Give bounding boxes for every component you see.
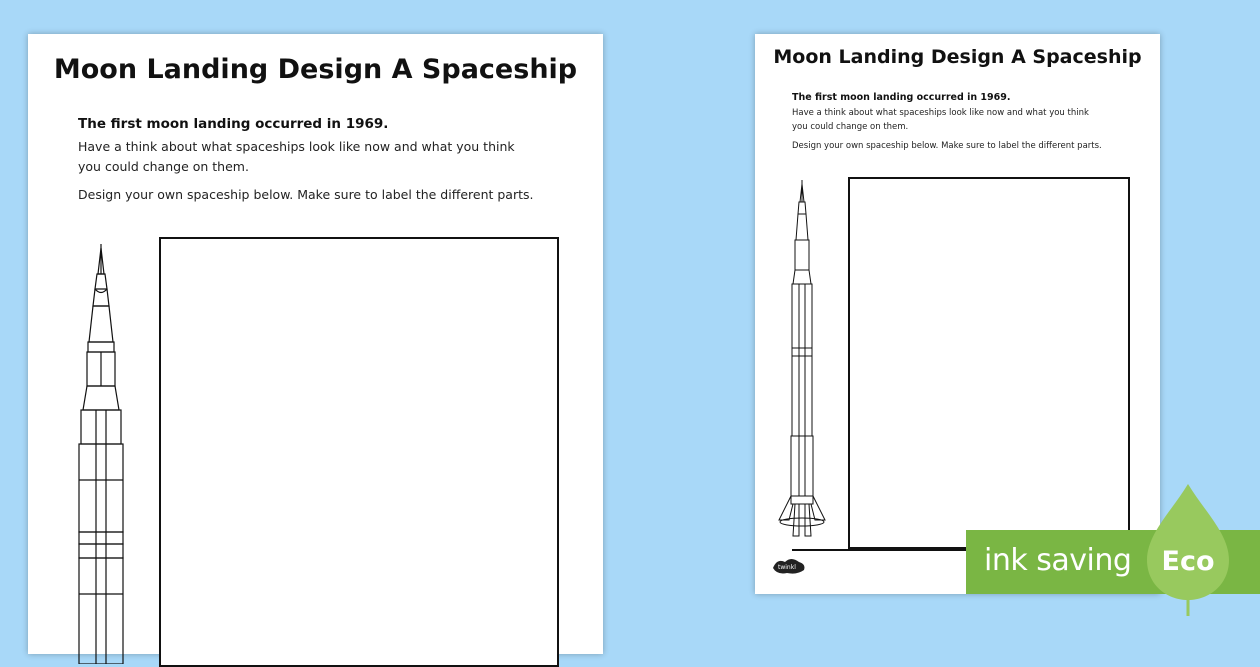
eco-leaf-icon [1145,482,1231,617]
worksheet-thumbnail-page [755,34,1160,594]
worksheet-title: Moon Landing Design A Spaceship [773,46,1142,68]
instruction-line-3: Design your own spaceship below. Make sure to label the different parts. [792,141,1102,151]
worksheet-preview-page [28,34,603,654]
worksheet-title: Moon Landing Design A Spaceship [53,54,578,85]
instruction-line-2: you could change on them. [792,122,909,132]
design-drawing-box [159,237,559,667]
rocket-illustration [777,180,827,542]
svg-text:twinkl: twinkl [778,564,796,571]
rocket-illustration [76,244,126,664]
instruction-line-2: you could change on them. [78,159,249,174]
instruction-line-1: Have a think about what spaceships look like now and what you think [792,108,1089,118]
design-drawing-box [848,177,1130,549]
intro-heading: The first moon landing occurred in 1969. [792,92,1011,103]
instruction-line-1: Have a think about what spaceships look like now and what you think [78,139,515,154]
instruction-line-3: Design your own spaceship below. Make sure to label the different parts. [78,187,534,202]
twinkl-logo-icon [771,554,807,576]
ink-saving-label: ink saving [984,543,1132,578]
eco-badge-label: Eco [1161,546,1215,577]
intro-heading: The first moon landing occurred in 1969. [78,116,389,132]
